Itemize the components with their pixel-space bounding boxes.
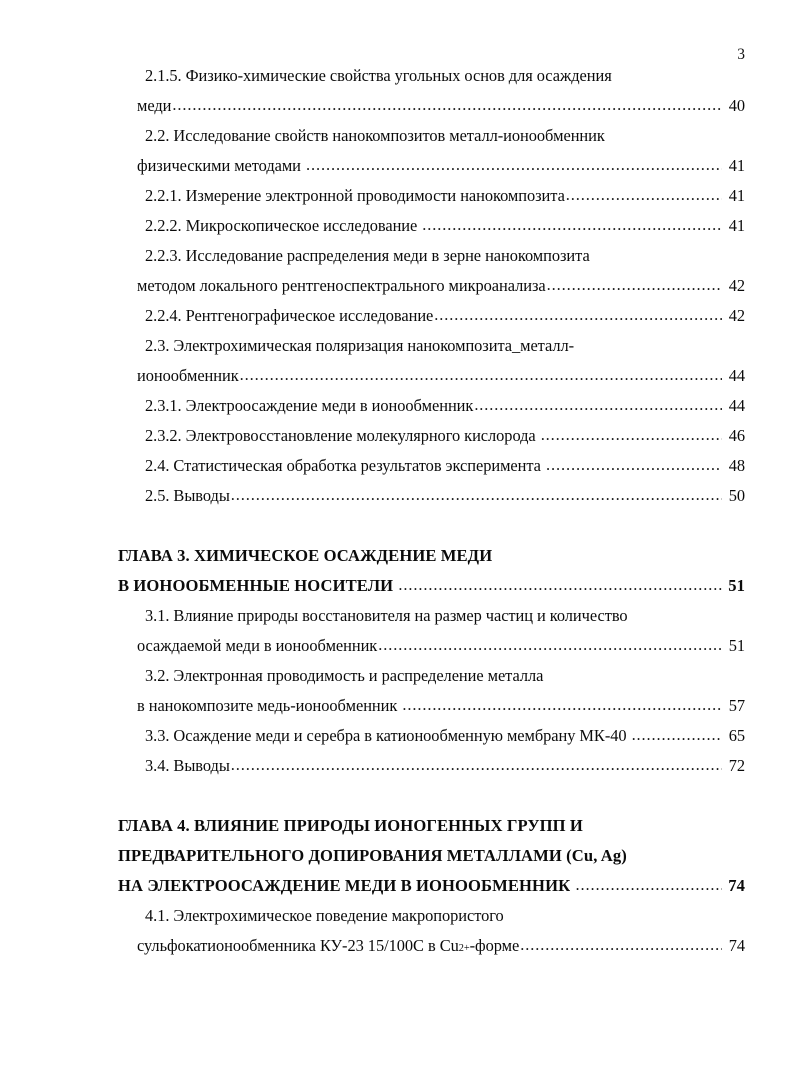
toc-entry-text: 2.2.4. Рентгенографическое исследование [145, 306, 434, 325]
toc-entry-text: 3.3. Осаждение меди и серебра в катионообменную мембрану МК-40 [145, 726, 631, 745]
toc-entry[interactable] [0, 906, 795, 966]
table-of-contents [0, 66, 795, 966]
toc-entry-text: ГЛАВА 3. ХИМИЧЕСКОЕ ОСАЖДЕНИЕ МЕДИ [118, 546, 493, 565]
toc-entry[interactable] [0, 816, 795, 906]
toc-entry-last-line [0, 96, 795, 126]
toc-entry-last-line [0, 426, 795, 456]
toc-entry[interactable] [0, 426, 795, 456]
toc-entry-text: ПРЕДВАРИТЕЛЬНОГО ДОПИРОВАНИЯ МЕТАЛЛАМИ (Cu, Ag) [118, 846, 627, 865]
toc-entry-text: 2.4. Статистическая обработка результатов эксперимента [145, 456, 545, 475]
toc-entry-page-number: 74 [728, 876, 745, 895]
toc-entry-page-number: 51 [728, 576, 745, 595]
toc-entry-text: ионообменник [137, 366, 239, 385]
toc-entry[interactable] [0, 606, 795, 666]
toc-entry-text: 2.1.5. Физико-химические свойства угольных основ для осаждения [145, 66, 612, 85]
toc-entry-line [0, 126, 795, 156]
dot-leader [520, 935, 722, 955]
toc-entry[interactable] [0, 546, 795, 606]
page-number: 3 [737, 46, 745, 63]
toc-entry-page-number: 44 [728, 366, 745, 385]
toc-entry[interactable] [0, 246, 795, 306]
toc-entry-page-number: 50 [728, 486, 745, 505]
toc-entry[interactable] [0, 486, 795, 516]
toc-entry-text-tail: -форме [469, 936, 520, 955]
dot-leader [474, 395, 722, 415]
toc-entry-page-number: 41 [728, 216, 745, 235]
dot-leader [402, 695, 722, 715]
toc-entry-last-line [0, 366, 795, 396]
toc-entry[interactable] [0, 216, 795, 246]
toc-entry-line [0, 846, 795, 876]
toc-entry-text: 2.2. Исследование свойств нанокомпозитов металл-ионообменник [145, 126, 605, 145]
dot-leader [306, 155, 722, 175]
toc-entry-text: методом локального рентгеноспектрального микроанализа [137, 276, 546, 295]
dot-leader [231, 755, 722, 775]
dot-leader [172, 95, 722, 115]
toc-entry-page-number: 41 [728, 186, 745, 205]
toc-entry-line [0, 336, 795, 366]
toc-entry-line [0, 816, 795, 846]
toc-entry-page-number: 46 [728, 426, 745, 445]
toc-entry-page-number: 42 [728, 276, 745, 295]
dot-leader [378, 635, 722, 655]
toc-entry-last-line [0, 186, 795, 216]
dot-leader [632, 725, 722, 745]
toc-entry[interactable] [0, 66, 795, 126]
toc-entry-line [0, 606, 795, 636]
toc-entry-text: НА ЭЛЕКТРООСАЖДЕНИЕ МЕДИ В ИОНООБМЕННИК [118, 876, 575, 895]
dot-leader [575, 875, 722, 895]
toc-entry-text: 2.3.1. Электроосаждение меди в ионообменник [145, 396, 474, 415]
toc-entry-last-line [0, 756, 795, 786]
toc-entry-page-number: 40 [728, 96, 745, 115]
toc-entry[interactable] [0, 306, 795, 336]
toc-entry-page-number: 41 [728, 156, 745, 175]
toc-entry-text: осаждаемой меди в ионообменник [137, 636, 378, 655]
toc-entry-line [0, 666, 795, 696]
toc-entry[interactable] [0, 756, 795, 786]
toc-entry-text: 2.2.3. Исследование распределения меди в зерне нанокомпозита [145, 246, 590, 265]
dot-leader [547, 275, 722, 295]
toc-entry-text: меди [137, 96, 172, 115]
toc-entry-text: 4.1. Электрохимическое поведение макропористого [145, 906, 504, 925]
toc-entry-page-number: 72 [728, 756, 745, 775]
toc-entry-text: 2.2.2. Микроскопическое исследование [145, 216, 422, 235]
toc-entry-text: 2.5. Выводы [145, 486, 230, 505]
toc-entry-last-line [0, 876, 795, 906]
toc-entry[interactable] [0, 726, 795, 756]
toc-entry-page-number: 44 [728, 396, 745, 415]
toc-entry-text: ГЛАВА 4. ВЛИЯНИЕ ПРИРОДЫ ИОНОГЕННЫХ ГРУПП И [118, 816, 583, 835]
toc-entry-page-number: 74 [728, 936, 745, 955]
toc-entry[interactable] [0, 186, 795, 216]
toc-entry-page-number: 48 [728, 456, 745, 475]
toc-entry-last-line [0, 456, 795, 486]
toc-entry-text: 3.2. Электронная проводимость и распределение металла [145, 666, 544, 685]
toc-entry-last-line [0, 276, 795, 306]
toc-entry-last-line [0, 486, 795, 516]
dot-leader [398, 575, 722, 595]
toc-entry[interactable] [0, 456, 795, 486]
dot-leader [231, 485, 722, 505]
toc-entry-last-line [0, 576, 795, 606]
toc-entry-text: физическими методами [137, 156, 305, 175]
toc-entry-text: 2.3.2. Электровосстановление молекулярного кислорода [145, 426, 540, 445]
toc-entry-text: В ИОНООБМЕННЫЕ НОСИТЕЛИ [118, 576, 398, 595]
toc-entry-page-number: 57 [728, 696, 745, 715]
toc-entry-last-line [0, 636, 795, 666]
toc-entry-page-number: 42 [728, 306, 745, 325]
toc-entry-last-line [0, 726, 795, 756]
dot-leader [546, 455, 722, 475]
toc-entry-last-line: сульфокатионообменника КУ-23 15/100С в Cu 2+ -форме ..... 74 [0, 936, 795, 966]
toc-entry-last-line [0, 156, 795, 186]
toc-entry-last-line [0, 696, 795, 726]
toc-entry[interactable] [0, 336, 795, 396]
toc-entry-line [0, 906, 795, 936]
toc-entry-page-number: 51 [728, 636, 745, 655]
toc-entry-line [0, 246, 795, 276]
toc-entry-page-number: 65 [728, 726, 745, 745]
toc-entry-last-line [0, 396, 795, 426]
toc-entry-text: в нанокомпозите медь-ионообменник [137, 696, 402, 715]
dot-leader [434, 305, 722, 325]
toc-entry-last-line [0, 216, 795, 246]
dot-leader [422, 215, 722, 235]
dot-leader [240, 365, 722, 385]
toc-entry-text: 3.1. Влияние природы восстановителя на размер частиц и количество [145, 606, 628, 625]
toc-entry-text: 3.4. Выводы [145, 756, 230, 775]
toc-entry[interactable] [0, 126, 795, 186]
toc-entry-last-line [0, 306, 795, 336]
toc-entry-text: 2.3. Электрохимическая поляризация нанокомпозита_металл- [145, 336, 575, 355]
toc-entry-text: 2.2.1. Измерение электронной проводимости нанокомпозита [145, 186, 565, 205]
toc-entry[interactable] [0, 396, 795, 426]
dot-leader [541, 425, 722, 445]
dot-leader [566, 185, 722, 205]
toc-entry-line [0, 66, 795, 96]
toc-entry-line [0, 546, 795, 576]
toc-entry[interactable] [0, 666, 795, 726]
toc-entry-text: сульфокатионообменника КУ-23 15/100С в Cu [137, 936, 459, 955]
